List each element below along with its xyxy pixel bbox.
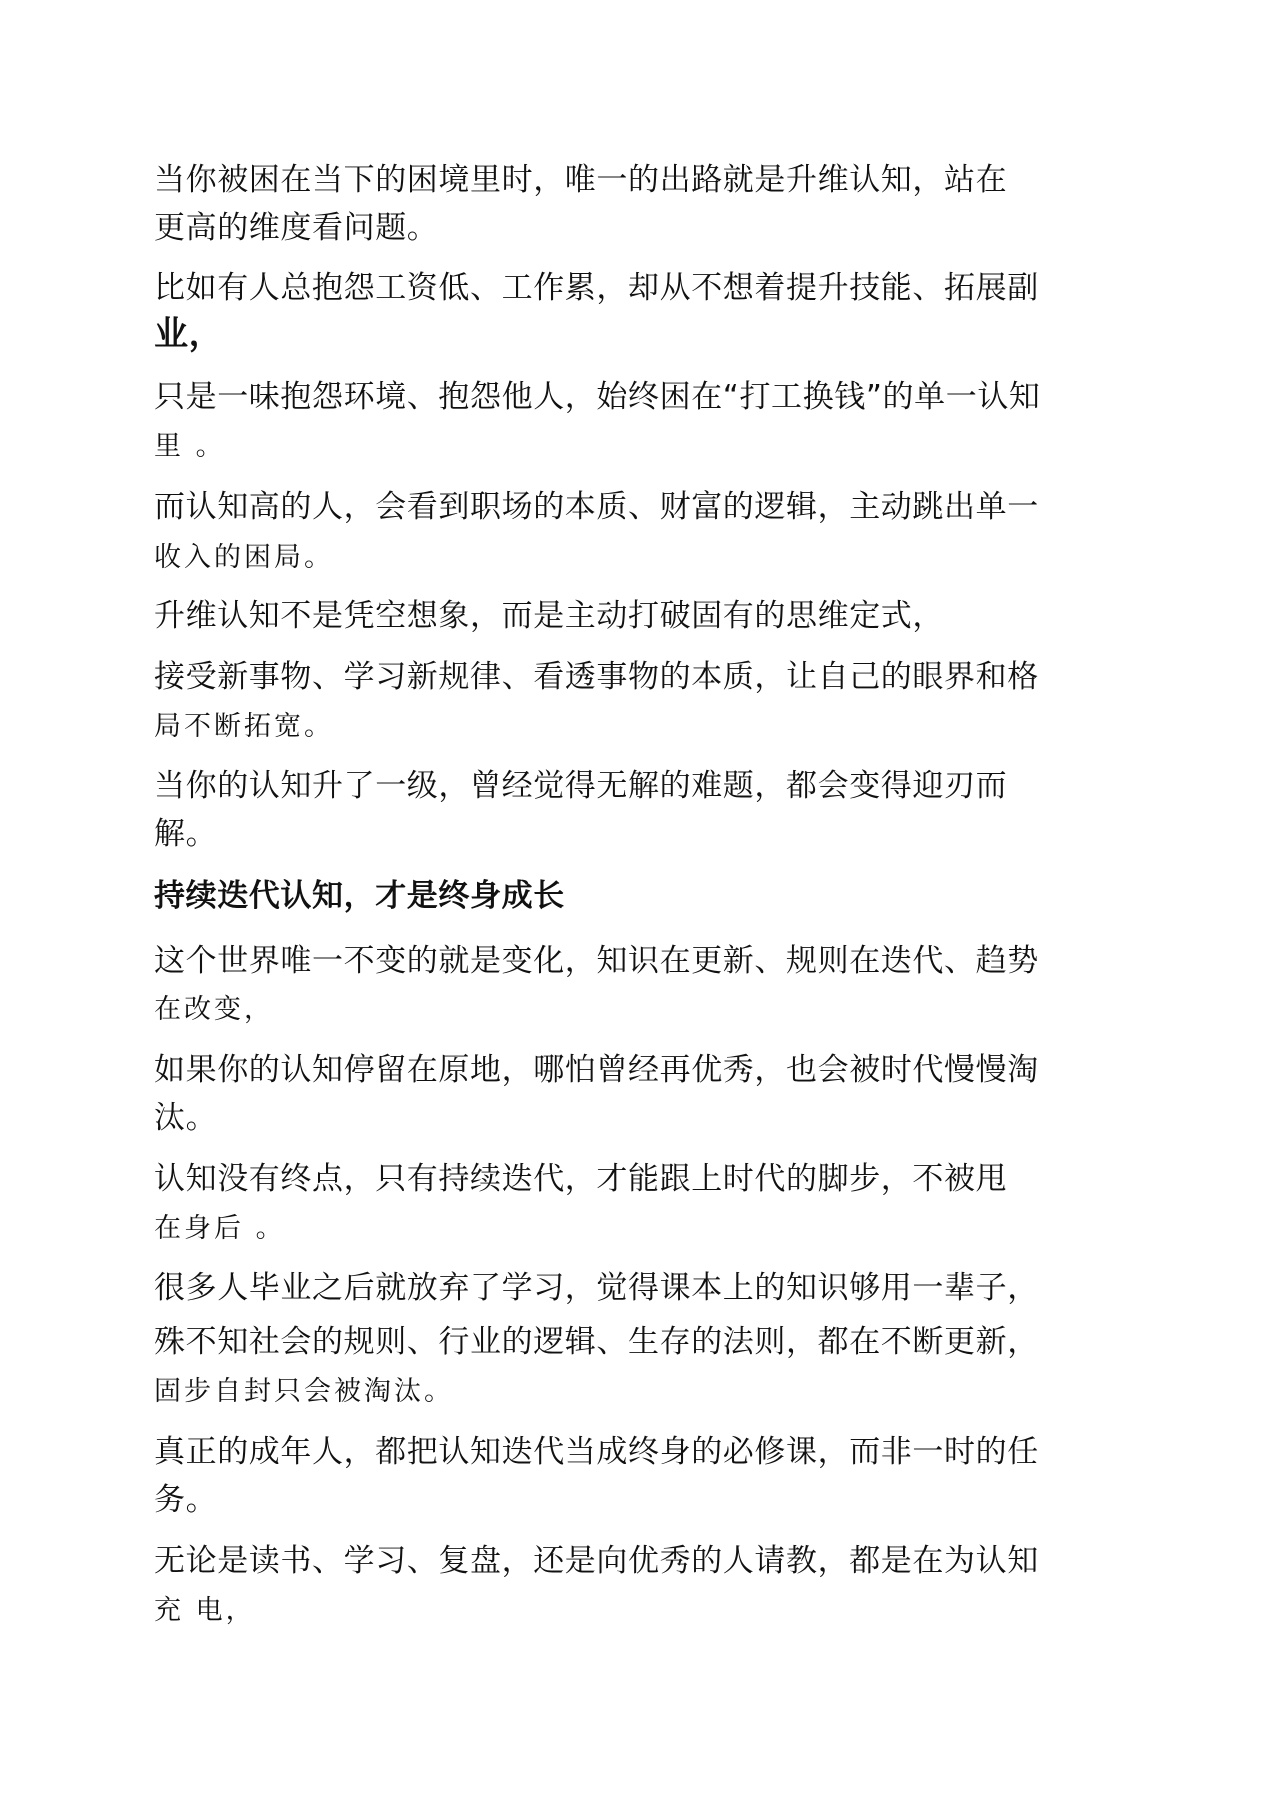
- text-line: 如果你的认知停留在原地，哪怕曾经再优秀，也会被时代慢慢淘: [154, 1052, 1039, 1088]
- text-line: 真正的成年人，都把认知迭代当成终身的必修课，而非一时的任: [154, 1434, 1039, 1470]
- section-heading: 持续迭代认知，才是终身成长: [154, 878, 565, 914]
- text-line: 当你被困在当下的困境里时，唯一的出路就是升维认知，站在: [154, 162, 1008, 198]
- text-line: 汰。: [154, 1100, 218, 1136]
- text-line: 在改变，: [154, 994, 274, 1025]
- text-line: 收入的困局。: [154, 542, 334, 573]
- text-line: 解。: [154, 816, 218, 852]
- text-line: 这个世界唯一不变的就是变化，知识在更新、规则在迭代、趋势: [154, 943, 1039, 979]
- text-line: 在身后 。: [154, 1213, 286, 1244]
- text-line: 局不断拓宽。: [154, 711, 334, 742]
- text-line: 里 。: [154, 431, 226, 462]
- text-line: 业，: [154, 314, 224, 354]
- text-line: 接受新事物、学习新规律、看透事物的本质，让自己的眼界和格: [154, 659, 1039, 695]
- text-line: 认知没有终点，只有持续迭代，才能跟上时代的脚步，不被甩: [154, 1161, 1008, 1197]
- text-line: 升维认知不是凭空想象，而是主动打破固有的思维定式，: [154, 598, 944, 634]
- text-line: 更高的维度看问题。: [154, 210, 439, 246]
- text-line: 很多人毕业之后就放弃了学习，觉得课本上的知识够用一辈子，: [154, 1270, 1039, 1306]
- text-line: 充 电，: [154, 1595, 256, 1626]
- text-line: 而认知高的人，会看到职场的本质、财富的逻辑，主动跳出单一: [154, 489, 1039, 525]
- text-line: 当你的认知升了一级，曾经觉得无解的难题，都会变得迎刃而: [154, 768, 1008, 804]
- text-line: 务。: [154, 1482, 218, 1518]
- text-line: 只是一味抱怨环境、抱怨他人，始终困在“打工换钱”的单一认知: [154, 379, 1041, 415]
- text-line: 无论是读书、学习、复盘，还是向优秀的人请教，都是在为认知: [154, 1543, 1039, 1579]
- text-line: 比如有人总抱怨工资低、工作累，却从不想着提升技能、拓展副: [154, 270, 1039, 306]
- text-line: 固步自封只会被淘汰。: [154, 1376, 454, 1407]
- text-line: 殊不知社会的规则、行业的逻辑、生存的法则，都在不断更新，: [154, 1324, 1039, 1360]
